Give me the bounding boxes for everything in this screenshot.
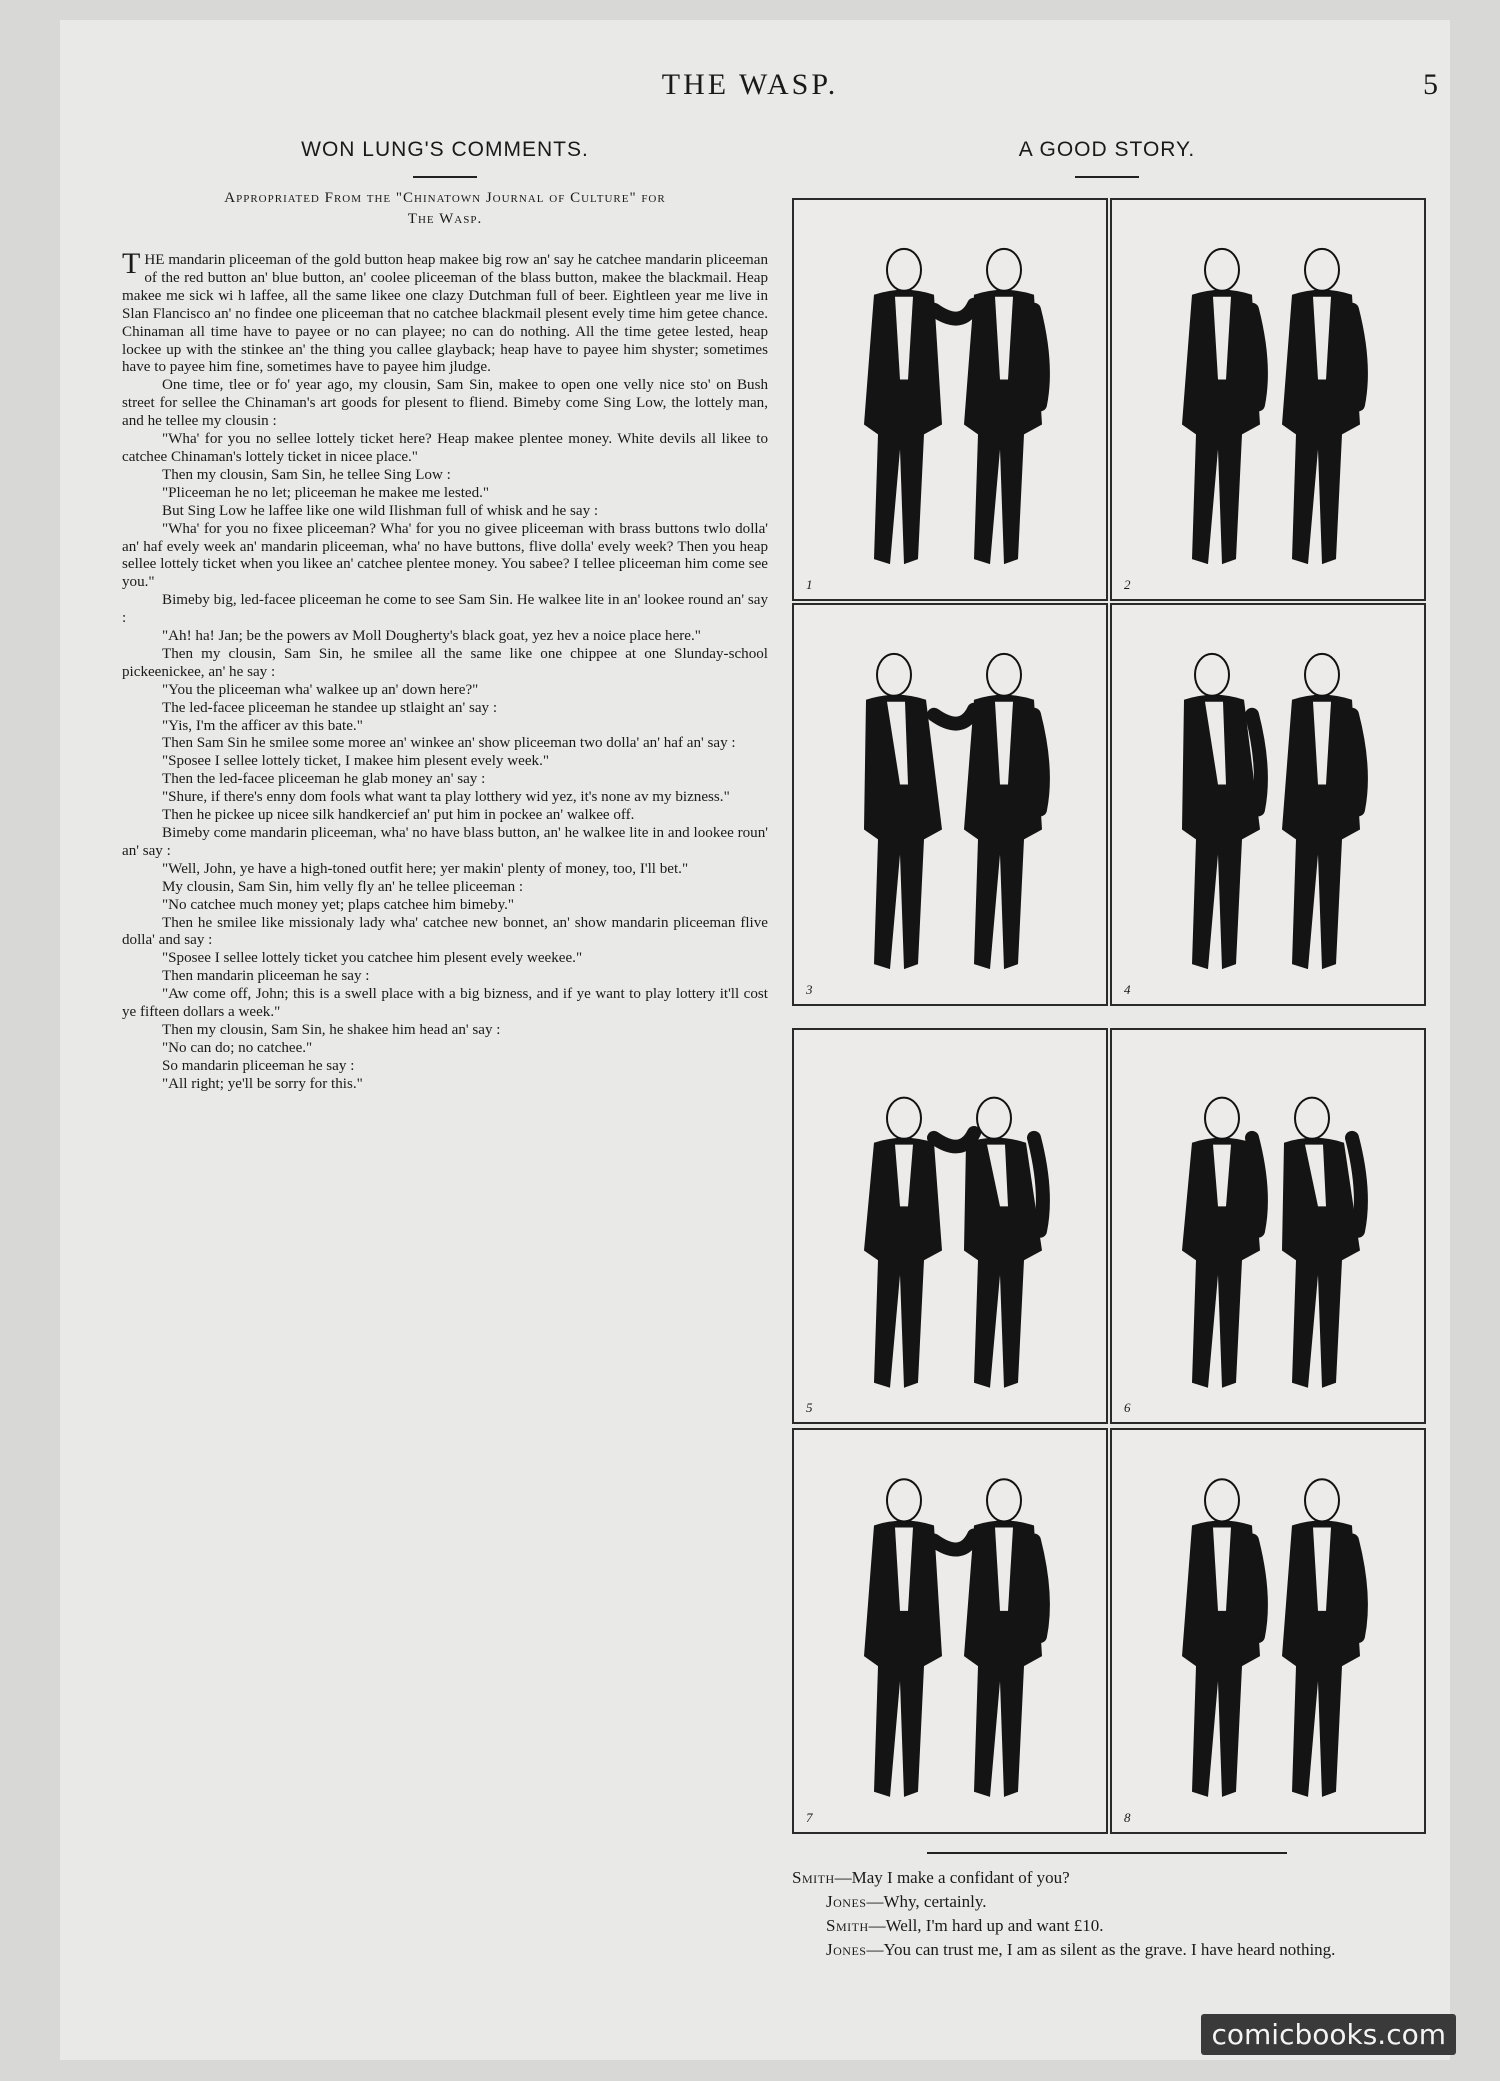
subtitle-line: The Wasp. xyxy=(407,211,483,227)
dialogue-line: Smith—May I make a confidant of you? xyxy=(792,1868,1070,1887)
title-rule xyxy=(413,176,477,178)
paragraph: But Sing Low he laffee like one wild Ilishman full of whisk and he say : xyxy=(162,502,599,519)
comic-panel-2 xyxy=(1110,198,1426,601)
article-body xyxy=(122,247,768,1094)
paragraph: "No can do; no catchee." xyxy=(162,1039,313,1056)
paragraph: "Wha' for you no sellee lottely ticket here? Heap makee plentee money. White devils all likee to catchee Chinaman's lottely ticket in nicee place." xyxy=(122,431,768,465)
comic-illustration xyxy=(1112,1430,1424,1832)
paragraph: THE mandarin pliceeman of the gold button heap makee big row an' say he catchee mandarin pliceeman of the red button an' blue button, an' coolee pliceeman of the blass button, makee the blackmail. Heap makee me sick wi h laffee, all the same likee one clazy Dutchman full of beer. Eightleen year me live in Slan Flancisco an' no findee one pliceeman that no catchee blackmail plesent evely time him getee chance. Chinaman all time have to payee or no can playee; no can do nothing. All the time getee lested, heap lockee up with the stinkee an' the thing you callee glayback; heap have to payee him shyster; sometimes have to payee him fine, sometimes have to payee him jludge. xyxy=(122,247,768,376)
dialogue-line: Smith—Well, I'm hard up and want £10. xyxy=(826,1916,1104,1935)
comic-panel-4 xyxy=(1110,603,1426,1006)
article-subtitle xyxy=(122,188,768,230)
paragraph: "Shure, if there's enny dom fools what want ta play lotthery wid yez, it's none av my bizness." xyxy=(162,789,730,806)
paragraph: Then he smilee like missionaly lady wha' catchee new bonnet, an' show mandarin pliceeman flive dolla' and say : xyxy=(122,914,768,949)
paragraph: Then my clousin, Sam Sin, he shakee him head an' say : xyxy=(162,1021,501,1038)
comic-strip xyxy=(792,198,1422,1840)
paragraph: "No catchee much money yet; plaps catchee him bimeby." xyxy=(162,896,515,913)
panel-number: 6 xyxy=(1124,1400,1131,1415)
panel-number: 8 xyxy=(1124,1810,1131,1825)
panel-number: 2 xyxy=(1124,577,1131,592)
page-number: 5 xyxy=(1423,68,1438,101)
paragraph: Then my clousin, Sam Sin, he smilee all the same like one chippee at one Slunday-school pickeenickee, an' he say : xyxy=(122,645,768,680)
comic-panel-7 xyxy=(792,1428,1108,1834)
panel-number: 3 xyxy=(806,982,813,997)
comic-illustration xyxy=(1112,605,1424,1004)
paragraph: The led-facee pliceeman he standee up stlaight an' say : xyxy=(162,699,498,716)
paragraph: "Yis, I'm the afficer av this bate." xyxy=(162,717,363,734)
comic-panel-3 xyxy=(792,603,1108,1006)
article-title: A GOOD STORY. xyxy=(1018,138,1196,161)
paragraph: Then the led-facee pliceeman he glab money an' say : xyxy=(162,771,486,788)
paragraph: "Ah! ha! Jan; be the powers av Moll Dougherty's black goat, yez hev a noice place here." xyxy=(162,628,701,645)
paragraph: "Sposee I sellee lottely ticket, I makee him plesent evely week." xyxy=(162,753,550,770)
paragraph: "All right; ye'll be sorry for this." xyxy=(162,1075,363,1092)
paragraph: Bimeby big, led-facee pliceeman he come to see Sam Sin. He walkee lite in an' lookee round an' say : xyxy=(122,592,768,627)
comic-illustration xyxy=(794,200,1106,599)
dialogue-rule xyxy=(927,1852,1287,1854)
comic-panel-8 xyxy=(1110,1428,1426,1834)
panel-number: 4 xyxy=(1124,982,1131,997)
paragraph: "Well, John, ye have a high-toned outfit here; yer makin' plenty of money, too, I'll bet." xyxy=(162,860,689,877)
paragraph: So mandarin pliceeman he say : xyxy=(162,1057,355,1074)
comic-illustration xyxy=(794,1030,1106,1422)
left-article xyxy=(122,136,768,1094)
right-article xyxy=(792,136,1422,188)
paragraph: Then he pickee up nicee silk handkercief an' put him in pockee an' walkee off. xyxy=(162,807,635,824)
comic-illustration xyxy=(1112,200,1424,599)
dialogue-line: Jones—You can trust me, I am as silent as the grave. I have heard nothing. xyxy=(826,1940,1336,1959)
comic-illustration xyxy=(1112,1030,1424,1422)
paragraph: Then mandarin pliceeman he say : xyxy=(162,968,370,985)
paragraph: "Sposee I sellee lottely ticket you catchee him plesent evely weekee." xyxy=(162,950,583,967)
paragraph: "Pliceeman he no let; pliceeman he makee me lested." xyxy=(162,484,490,501)
panel-number: 7 xyxy=(806,1810,813,1825)
comic-panel-6 xyxy=(1110,1028,1426,1424)
subtitle-line: Appropriated From the "Chinatown Journal of Culture" for xyxy=(224,190,666,206)
drop-cap: T xyxy=(122,247,141,280)
comic-panel-5 xyxy=(792,1028,1108,1424)
comic-dialogue xyxy=(792,1852,1422,1962)
paragraph: "Aw come off, John; this is a swell place with a big bizness, and if ye want to play lottery it'll cost ye fifteen dollars a week." xyxy=(122,986,768,1021)
paragraph: One time, tlee or fo' year ago, my clousin, Sam Sin, makee to open one velly nice sto' on Bush street for sellee the Chinaman's art goods for plesent to fliend. Bimeby come Sing Low, the lottely man, and he tellee my clousin : xyxy=(122,377,768,430)
site-watermark: comicbooks.com xyxy=(1201,2014,1456,2055)
paragraph: Bimeby come mandarin pliceeman, wha' no have blass button, an' he walkee lite in and lookee roun' an' say : xyxy=(122,825,768,859)
paragraph: Then my clousin, Sam Sin, he tellee Sing Low : xyxy=(162,466,451,483)
panel-number: 1 xyxy=(806,577,813,592)
paragraph: "Wha' for you no fixee pliceeman? Wha' for you no givee pliceeman with brass buttons twlo dolla' an' haf evely week an' mandarin pliceeman, wha' no have buttons, flive dolla' evely week? Then you heap sellee lottely ticket when you likee an' catchee plentee money. You sabee? I tellee pliceeman him come see you." xyxy=(122,520,768,591)
dialogue-line: Jones—Why, certainly. xyxy=(826,1892,987,1911)
running-title: THE WASP. xyxy=(661,68,839,101)
title-rule xyxy=(1075,176,1139,178)
paragraph: "You the pliceeman wha' walkee up an' down here?" xyxy=(162,681,479,698)
article-title: WON LUNG'S COMMENTS. xyxy=(301,138,589,161)
comic-illustration xyxy=(794,1430,1106,1832)
panel-number: 5 xyxy=(806,1400,813,1415)
comic-illustration xyxy=(794,605,1106,1004)
comic-panel-1 xyxy=(792,198,1108,601)
paragraph: My clousin, Sam Sin, him velly fly an' he tellee pliceeman : xyxy=(162,878,524,895)
paragraph: Then Sam Sin he smilee some moree an' winkee an' show pliceeman two dolla' an' haf an' say : xyxy=(162,735,736,752)
